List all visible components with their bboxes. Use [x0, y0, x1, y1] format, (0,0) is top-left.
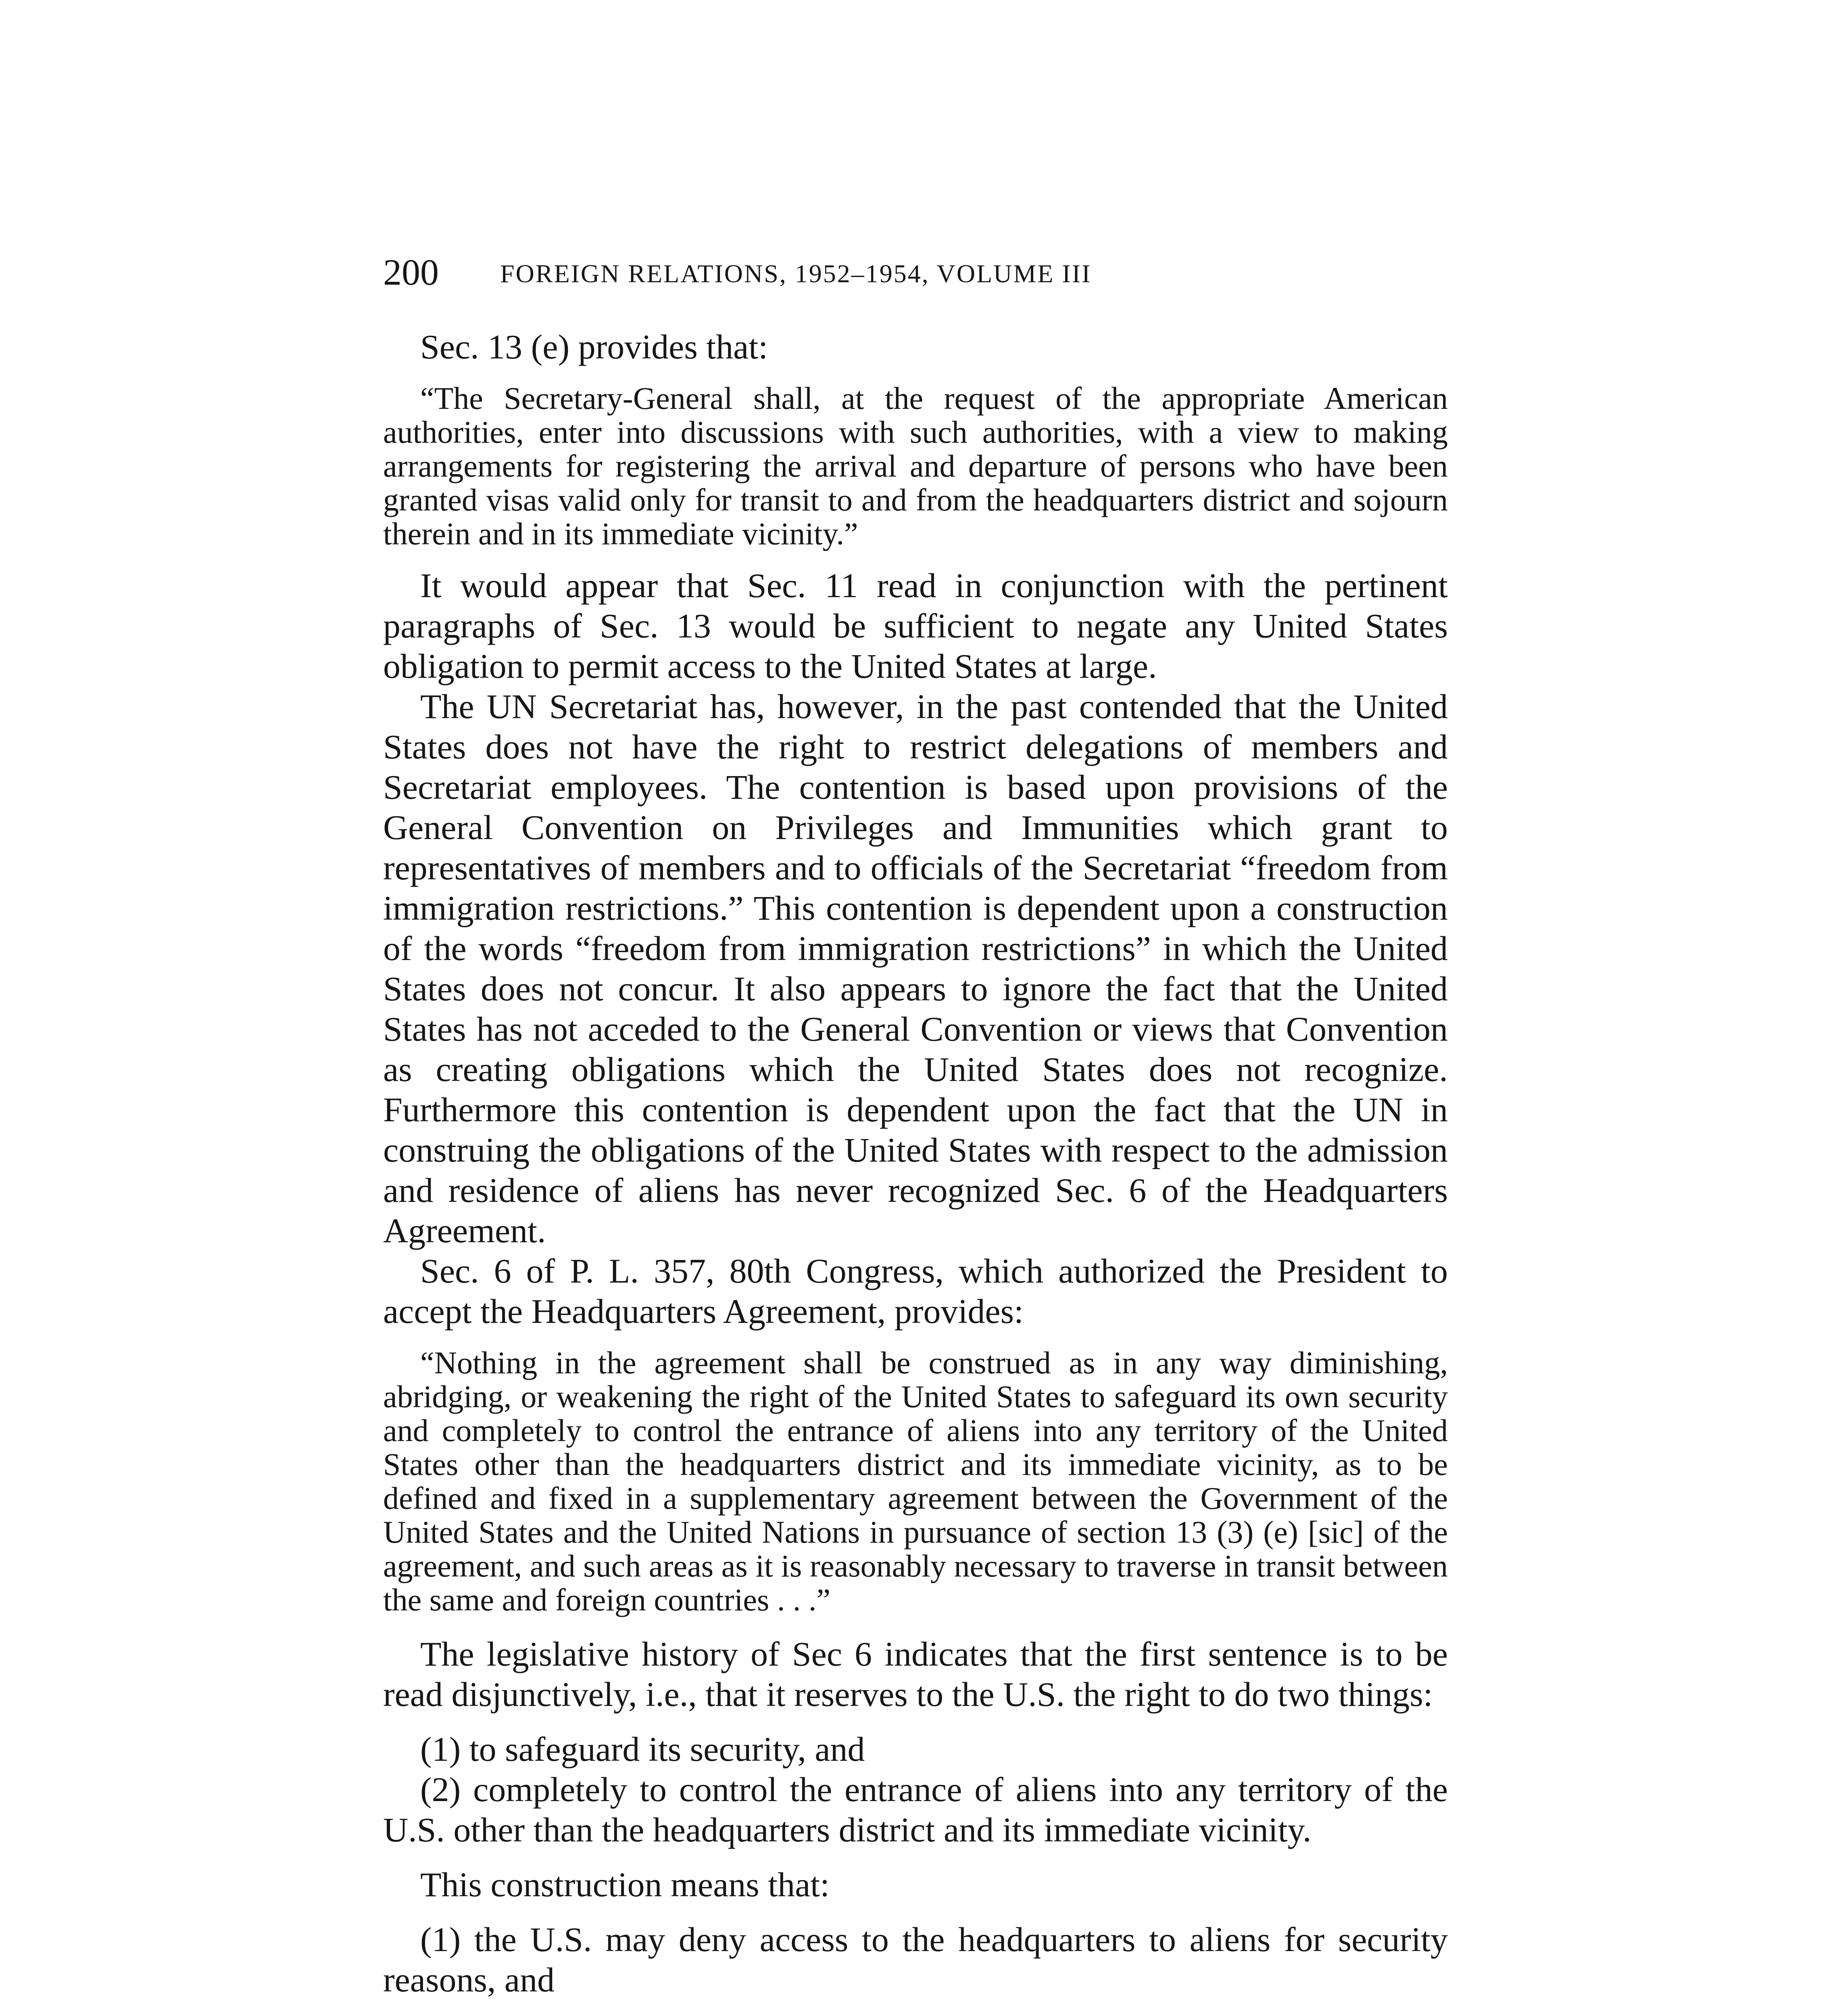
paragraph-public-law-357: Sec. 6 of P. L. 357, 80th Congress, which authorized the President to accept the Headquarters Agreement, provides:: [383, 1252, 1448, 1331]
list-item-control-entrance: (2) completely to control the entrance of aliens into any territory of the U.S. other than the headquarters district and its immediate vicinity.: [383, 1770, 1448, 1849]
running-head: FOREIGN RELATIONS, 1952–1954, VOLUME III: [500, 259, 1092, 288]
quote-secretary-general: “The Secretary-General shall, at the request of the appropriate American authorities, enter into discussions with such authorities, with a view to making arrangements for registering the arrival and departure of persons who have been granted visas valid only for transit to and from the headquarters district and sojourn therein and in its immediate vicinity.”: [383, 381, 1448, 551]
page-header: [383, 250, 1448, 298]
page-number: 200: [383, 252, 439, 293]
document-page: [383, 250, 1448, 2016]
quote-public-law-section-6: “Nothing in the agreement shall be construed as in any way diminishing, abridging, or weakening the right of the United States to safeguard its own security and completely to control the entrance of aliens into any territory of the United States other than the headquarters district and its immediate vicinity, as to be defined and fixed in a supplementary agreement between the Government of the United States and the United Nations in pursuance of section 13 (3) (e) [sic] of the agreement, and such areas as it is reasonably necessary to traverse in transit between the same and foreign countries . . .”: [383, 1345, 1448, 1617]
paragraph-sec11-reading: It would appear that Sec. 11 read in conjunction with the pertinent paragraphs of Sec. 13 would be sufficient to negate any United States obligation to permit access to the United States at large.: [383, 566, 1448, 685]
paragraph-sec13e-intro: Sec. 13 (e) provides that:: [420, 327, 768, 366]
paragraph-construction-meaning: This construction means that:: [420, 1865, 830, 1904]
body-text: [383, 327, 1448, 2000]
paragraph-un-secretariat-contention: The UN Secretariat has, however, in the past contended that the United States does not have the right to restrict delegations of members and Secretariat employees. The contention is based upon provisions of the General Convention on Privileges and Immunities which grant to representatives of members and to officials of the Secretariat “freedom from immigration restrictions.” This contention is dependent upon a construction of the words “freedom from immigration restrictions” in which the United States does not concur. It also appears to ignore the fact that the United States has not acceded to the General Convention or views that Convention as creating obligations which the United States does not recognize. Furthermore this contention is dependent upon the fact that the UN in construing the obligations of the United States with respect to the admission and residence of aliens has never recognized Sec. 6 of the Headquarters Agreement.: [383, 687, 1448, 1250]
paragraph-legislative-history: The legislative history of Sec 6 indicates that the first sentence is to be read disjunctively, i.e., that it reserves to the U.S. the right to do two things:: [383, 1635, 1448, 1714]
list-item-deny-access: (1) the U.S. may deny access to the headquarters to aliens for security reasons, and: [383, 1920, 1448, 1999]
list-item-safeguard-security: (1) to safeguard its security, and: [420, 1730, 865, 1768]
